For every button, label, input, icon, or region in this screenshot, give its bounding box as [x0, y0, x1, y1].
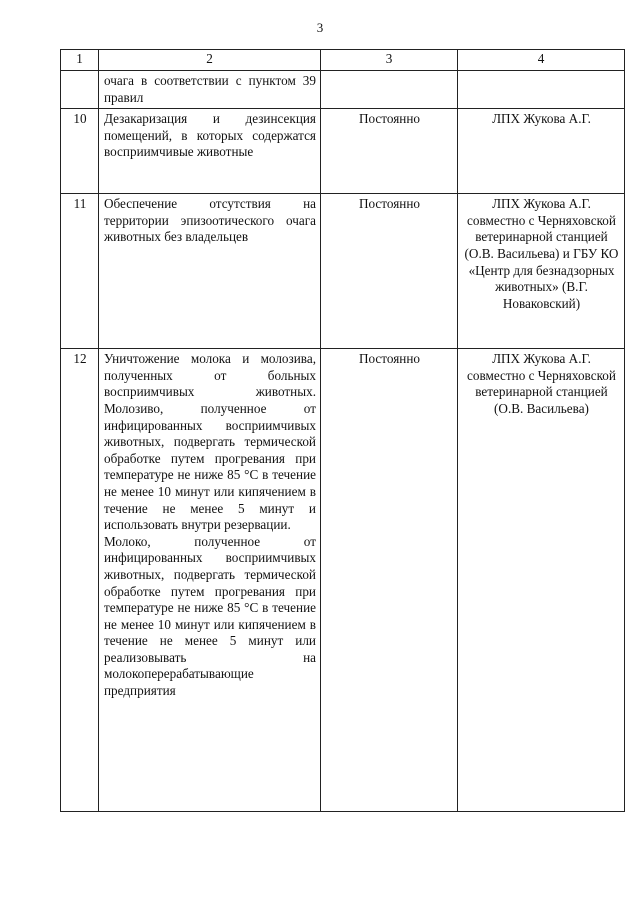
- table-header-row: [61, 50, 625, 71]
- table-row: [61, 71, 625, 109]
- measure-cell: очага в соответствии с пунктом 39 правил: [99, 71, 321, 109]
- term-cell: [321, 71, 458, 109]
- row-number: 10: [61, 109, 99, 194]
- responsible-cell: ЛПХ Жукова А.Г.: [458, 109, 625, 194]
- column-header: 3: [321, 50, 458, 71]
- column-header: 1: [61, 50, 99, 71]
- term-cell: Постоянно: [321, 349, 458, 812]
- measure-cell: Обеспечение отсутствия на территории эпизоотического очага животных без владельцев: [99, 194, 321, 349]
- table-row: [61, 194, 625, 349]
- measure-paragraph: Уничтожение молока и молозива, полученных от больных восприимчивых животных. Молозиво, полученное от инфицированных восприимчивых животных, подвергать термической обработке путем прогревания при температуре не ниже 85 °С в течение не менее 10 минут или кипячением в течение не менее 5 минут и использовать внутри резервации.: [104, 351, 316, 533]
- row-number: 12: [61, 349, 99, 812]
- row-number: [61, 71, 99, 109]
- table-row: [61, 109, 625, 194]
- responsible-cell: ЛПХ Жукова А.Г. совместно с Черняховской ветеринарной станцией (О.В. Васильева) и ГБУ КО «Центр для безнадзорных животных» (В.Г. Новаковский): [458, 194, 625, 349]
- responsible-cell: [458, 71, 625, 109]
- measures-table: [60, 49, 625, 812]
- term-cell: Постоянно: [321, 109, 458, 194]
- column-header: 4: [458, 50, 625, 71]
- measure-cell: [99, 349, 321, 812]
- row-number: 11: [61, 194, 99, 349]
- column-header: 2: [99, 50, 321, 71]
- table-row: [61, 349, 625, 812]
- measure-paragraph: Молоко, полученное от инфицированных восприимчивых животных, подвергать термической обработке путем прогревания при температуре не ниже 85 °С в течение не менее 10 минут или кипячением в течение не менее 5 минут или реализовывать на молокоперерабатывающие предприятия: [104, 533, 316, 699]
- term-cell: Постоянно: [321, 194, 458, 349]
- measure-cell: Дезакаризация и дезинсекция помещений, в которых содержатся восприимчивые животные: [99, 109, 321, 194]
- responsible-cell: ЛПХ Жукова А.Г. совместно с Черняховской ветеринарной станцией (О.В. Васильева): [458, 349, 625, 812]
- page-number: 3: [316, 20, 324, 35]
